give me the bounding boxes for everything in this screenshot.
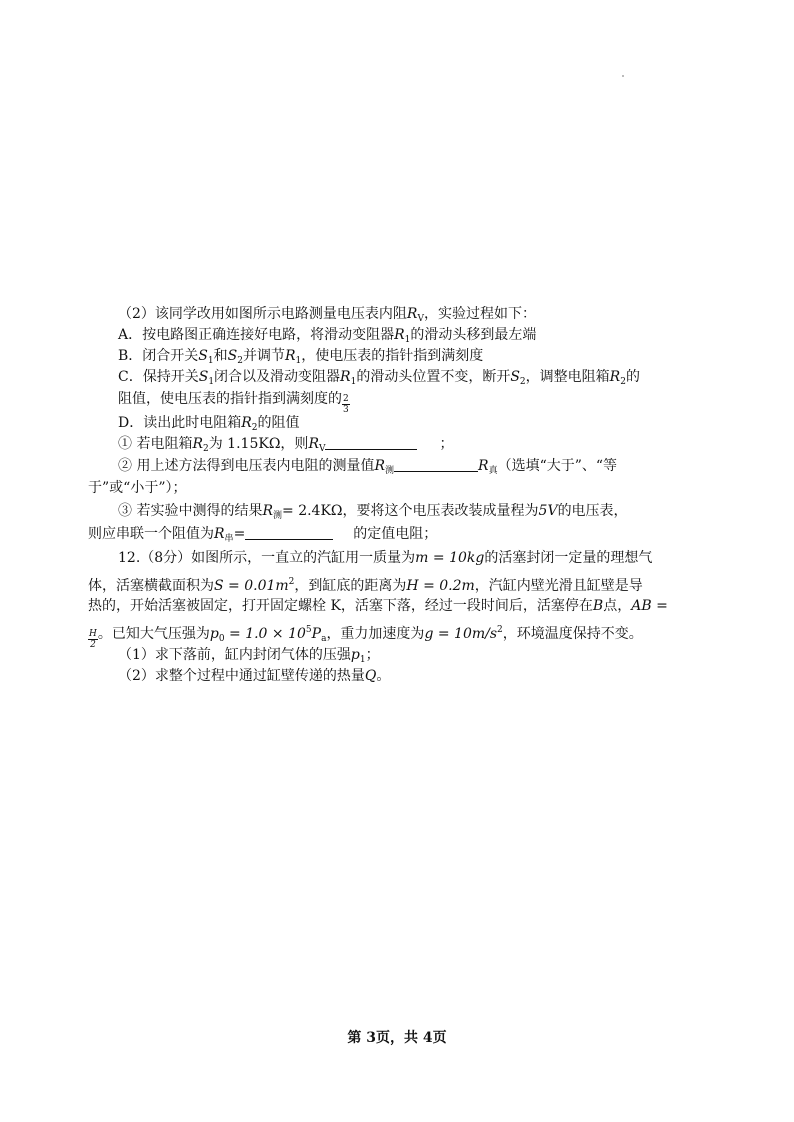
- question-2: [118, 456, 617, 481]
- text: 的定值电阻；: [353, 526, 438, 542]
- question-3-cont: [88, 524, 437, 549]
- text: ，实验过程如下：: [423, 306, 536, 322]
- text: D．读出此时电阻箱: [118, 415, 242, 431]
- math-symbol: $R_V$: [308, 436, 326, 454]
- text: 。已知大气压强为: [97, 626, 210, 642]
- text: 的活塞封闭一定量的理想气: [484, 550, 653, 566]
- page-number-footer: 第 3页，共 4页: [347, 1030, 447, 1046]
- math-symbol: B: [592, 598, 604, 614]
- math-symbol: m = 10kg: [415, 550, 485, 566]
- math-symbol: $R_1$: [394, 327, 411, 345]
- math-symbol: $R_2$: [192, 436, 209, 454]
- text: 的: [625, 369, 640, 385]
- text: ，调整电阻箱: [525, 369, 610, 385]
- math-symbol: H = 0.2m: [406, 578, 475, 594]
- text: 并调节: [242, 348, 285, 364]
- text: 则应串联一个阻值为: [88, 526, 214, 542]
- text: = 2.4KΩ，要将这个电压表改装成量程为: [282, 503, 539, 519]
- question-2-cont: [88, 478, 186, 498]
- text: ，使电压表的指针指到满刻度: [301, 348, 484, 364]
- text: A．按电路图正确连接好电路，将滑动变阻器: [118, 327, 395, 343]
- text: 和: [213, 348, 228, 364]
- text: ，到缸底的距离为: [294, 578, 407, 594]
- math-symbol: $R_1$: [284, 348, 302, 366]
- math-symbol: $R_2$: [241, 415, 258, 433]
- math-symbol: $R_1$: [340, 369, 357, 387]
- text: 12.（8分）如图所示，一直立的汽缸用一质量为: [118, 550, 416, 566]
- text: ，汽缸内壁光滑且缸壁是导: [474, 578, 643, 594]
- text: 。: [376, 668, 391, 684]
- math-symbol: $S = 0.01m^2$: [214, 577, 295, 594]
- text: 的电压表，: [557, 503, 628, 519]
- text: B．闭合开关: [118, 348, 199, 364]
- math-symbol: 5V: [538, 503, 558, 519]
- text: ③ 若实验中测得的结果: [118, 503, 263, 519]
- text: 的滑动头位置不变，断开: [356, 369, 511, 385]
- problem-12-line2: [88, 572, 643, 596]
- text: （2）求整个过程中通过缸壁传递的热量: [118, 668, 365, 684]
- fraction-two-thirds: $\frac{2}{3}$: [343, 394, 349, 415]
- math-symbol: $p_0 = 1.0 \times 10^5P_a$: [209, 625, 327, 644]
- fraction-h-over-2: $\frac{H}{2}$: [89, 629, 97, 650]
- question-3: [118, 501, 628, 526]
- text: ，重力加速度为: [326, 626, 425, 642]
- text: 的滑动头移到最左端: [410, 327, 537, 343]
- math-symbol: $R_2$: [609, 369, 626, 387]
- math-symbol: $R_真$: [478, 458, 498, 476]
- text: ；: [439, 436, 454, 452]
- step-c-cont: [118, 389, 350, 415]
- text: （选填“大于”、“等: [497, 458, 618, 474]
- text: 为 1.15KΩ，则: [208, 436, 309, 452]
- text: 闭合以及滑动变阻器: [214, 369, 341, 385]
- text: （2）该同学改用如图所示电路测量电压表内阻: [118, 306, 407, 322]
- math-symbol: $p_1$: [350, 647, 366, 665]
- text: =: [233, 526, 246, 542]
- text: 的阻值: [257, 415, 300, 431]
- math-symbol: $R_V$: [406, 306, 424, 324]
- text: 阻值，使电压表的指针指到满刻度的: [118, 391, 342, 407]
- math-symbol: $R_测$: [262, 503, 283, 521]
- math-symbol: $S_1$: [198, 369, 215, 387]
- math-symbol: $R_串$: [214, 526, 234, 544]
- math-symbol: $S_2$: [227, 348, 243, 366]
- answer-blank-compare[interactable]: [394, 457, 478, 472]
- text: ，环境温度保持不变。: [502, 626, 643, 642]
- text: 于”或“小于”）；: [88, 480, 187, 496]
- text: 点，: [603, 598, 632, 614]
- answer-blank-series-r[interactable]: [245, 525, 333, 540]
- math-symbol: $S_2$: [510, 369, 526, 387]
- scan-speck: [622, 75, 624, 77]
- text: 体，活塞横截面积为: [88, 578, 214, 594]
- text: ；: [365, 647, 380, 663]
- problem-12-line3: [88, 596, 668, 616]
- text: 热的，开始活塞被固定，打开固定螺栓 K，活塞下落，经过一段时间后，活塞停在: [88, 598, 593, 614]
- answer-blank-rv[interactable]: [325, 435, 417, 450]
- problem-12-intro: [118, 548, 652, 568]
- text: ② 用上述方法得到电压表内电阻的测量值: [118, 458, 375, 474]
- text: （1）求下落前，缸内封闭气体的压强: [118, 647, 351, 663]
- math-symbol: AB =: [631, 598, 668, 614]
- math-symbol: $S_1$: [198, 348, 214, 366]
- text: C．保持开关: [118, 369, 199, 385]
- text: ① 若电阻箱: [118, 436, 193, 452]
- math-symbol: $R_测$: [374, 458, 395, 476]
- math-symbol: $g = 10m/s^2$: [424, 625, 503, 642]
- sub-question-2: [118, 666, 390, 686]
- math-symbol: Q: [364, 668, 377, 684]
